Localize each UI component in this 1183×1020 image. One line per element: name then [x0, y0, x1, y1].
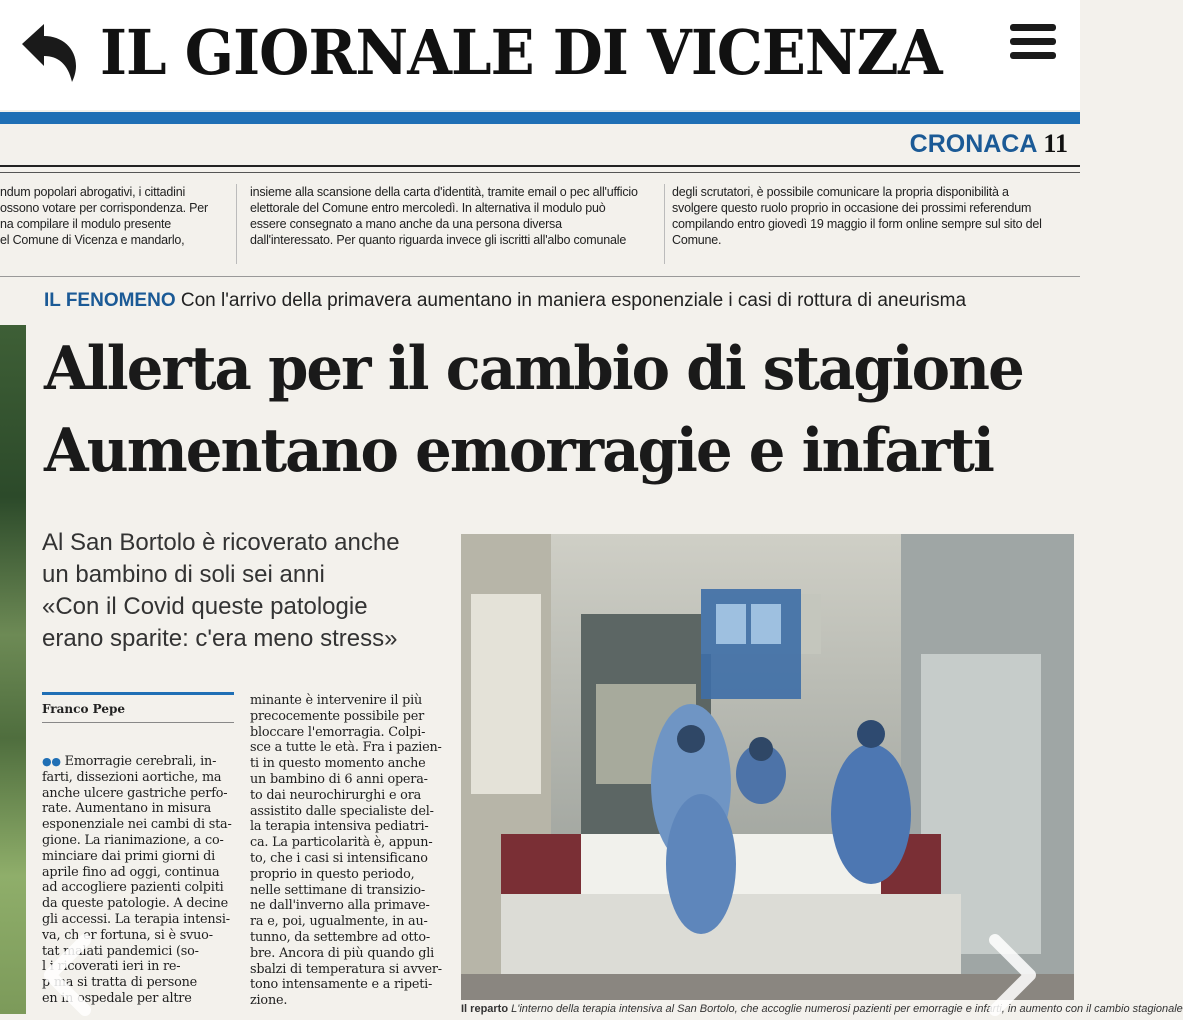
- kicker-text: Con l'arrivo della primavera aumentano in maniera esponenziale i casi di rottura di aneurisma: [180, 290, 967, 311]
- text-line: proprio in questo periodo,: [250, 866, 415, 882]
- article-subhead: [42, 527, 452, 655]
- text-line: to, che i casi si intensificano: [250, 850, 428, 866]
- text-line: en in ospedale per altre: [42, 990, 192, 1006]
- hamburger-menu-icon[interactable]: [1010, 24, 1060, 68]
- previous-page-arrow-icon[interactable]: [30, 930, 100, 1020]
- text-line: p ma si tratta di persone: [42, 975, 198, 991]
- text-line: Comune.: [672, 233, 722, 247]
- next-page-arrow-icon[interactable]: [980, 930, 1050, 1020]
- page-number: 11: [1043, 129, 1068, 158]
- section-name: CRONACA: [909, 130, 1038, 158]
- kicker-label: IL FENOMENO: [44, 290, 176, 311]
- header-divider: [0, 112, 1080, 124]
- text-line: ti in questo momento anche: [250, 756, 426, 772]
- text-line: elettorale del Comune entro mercoledì. In alternativa il modulo può: [250, 201, 606, 215]
- text-line: assistito dalle specialiste del-: [250, 803, 434, 819]
- text-line: Emorragie cerebrali, in-: [64, 754, 217, 769]
- text-line: ne dall'inverno alla primave-: [250, 898, 430, 914]
- text-line: el Comune di Vicenza e mandarlo,: [0, 233, 185, 247]
- text-line: dall'interessato. Per quanto riguarda invece gli iscritti all'albo comunale: [250, 233, 627, 247]
- byline: Franco Pepe: [42, 702, 125, 716]
- text-line: un bambino di 6 anni opera-: [250, 771, 428, 787]
- subhead-line: «Con il Covid queste patologie: [42, 593, 368, 620]
- section-label: [910, 127, 1068, 161]
- text-line: tunno, da settembre ad otto-: [250, 929, 430, 945]
- text-line: zione.: [250, 993, 288, 1009]
- text-line: gli accessi. La terapia intensi-: [42, 911, 230, 927]
- headline-line-1: Allerta per il cambio di stagione: [44, 334, 1023, 404]
- subhead-line: erano sparite: c'era meno stress»: [42, 625, 398, 652]
- subhead-line: Al San Bortolo è ricoverato anche: [42, 529, 400, 556]
- text-line: ra e, poi, ugualmente, in au-: [250, 914, 428, 930]
- column-divider: [236, 184, 237, 264]
- subhead-rule: [42, 692, 234, 695]
- article-divider: [0, 276, 1080, 277]
- text-line: tat malati pandemici (so-: [42, 943, 199, 959]
- text-line: minciare dai primi giorni di: [42, 848, 215, 864]
- text-line: ossono votare per corrispondenza. Per: [0, 201, 208, 215]
- caption-label: Il reparto: [461, 1003, 509, 1015]
- text-line: anche ulcere gastriche perfo-: [42, 785, 228, 801]
- column-divider: [664, 184, 665, 264]
- text-line: nelle settimane di transizio-: [250, 882, 426, 898]
- text-line: degli scrutatori, è possibile comunicare la propria disponibilità a: [672, 185, 1009, 199]
- subhead-line: un bambino di soli sei anni: [42, 561, 325, 588]
- text-line: essere consegnato a mano anche da una persona diversa: [250, 217, 562, 231]
- headline-line-2: Aumentano emorragie e infarti: [44, 416, 993, 486]
- text-line: la terapia intensiva pediatri-: [250, 819, 429, 835]
- text-line: minante è intervenire il più: [250, 693, 423, 708]
- text-line: gione. La rianimazione, a co-: [42, 832, 224, 848]
- text-line: bre. Ancora di più quando gli: [250, 945, 434, 961]
- prev-article-col-3: [672, 184, 1072, 248]
- newspaper-masthead: IL GIORNALE DI VICENZA: [100, 16, 942, 89]
- text-line: ad accogliere pazienti colpiti: [42, 880, 224, 896]
- text-line: esponenziale nei cambi di sta-: [42, 817, 232, 833]
- lead-dots-icon: ●●: [42, 755, 61, 768]
- text-line: farti, dissezioni aortiche, ma: [42, 769, 222, 785]
- caption-text: L'interno della terapia intensiva al San Bortolo, che accoglie numerosi pazienti per emorragie e infarti, in aumento con il cambio stagionale: [511, 1003, 1183, 1015]
- adjacent-photo-strip: [0, 325, 26, 1014]
- app-header: [0, 0, 1080, 110]
- text-line: aprile fino ad oggi, continua: [42, 864, 220, 880]
- text-line: precocemente possibile per: [250, 708, 425, 724]
- prev-article-col-1: [0, 184, 230, 248]
- body-column-2: [250, 693, 450, 1009]
- back-arrow-icon[interactable]: [18, 20, 82, 84]
- text-line: tono intensamente e a ripeti-: [250, 977, 433, 993]
- text-line: l i ricoverati ieri in re-: [42, 959, 181, 975]
- article-headline: [44, 328, 1080, 492]
- text-line: ca. La particolarità è, appun-: [250, 835, 433, 851]
- article-kicker: [44, 286, 966, 316]
- text-line: svolgere questo ruolo proprio in occasione dei prossimi referendum: [672, 201, 1032, 215]
- text-line: rate. Aumentano in misura: [42, 801, 212, 817]
- text-line: to dai neurochirurghi e ora: [250, 787, 422, 803]
- text-line: insieme alla scansione della carta d'identità, tramite email o pec all'ufficio: [250, 185, 638, 199]
- text-line: compilando entro giovedì 19 maggio il form online sempre sul sito del: [672, 217, 1042, 231]
- text-line: da queste patologie. A decine: [42, 896, 229, 912]
- text-line: va, ch er fortuna, si è svuo-: [42, 927, 213, 943]
- text-line: ndum popolari abrogativi, i cittadini: [0, 185, 186, 199]
- byline-rule: [42, 722, 234, 723]
- text-line: sce a tutte le età. Fra i pazien-: [250, 740, 442, 756]
- prev-article-col-2: [250, 184, 660, 248]
- section-divider: [0, 165, 1080, 173]
- text-line: sbalzi di temperatura si avver-: [250, 961, 442, 977]
- text-line: na compilare il modulo presente: [0, 217, 171, 231]
- text-line: bloccare l'emorragia. Colpi-: [250, 724, 426, 740]
